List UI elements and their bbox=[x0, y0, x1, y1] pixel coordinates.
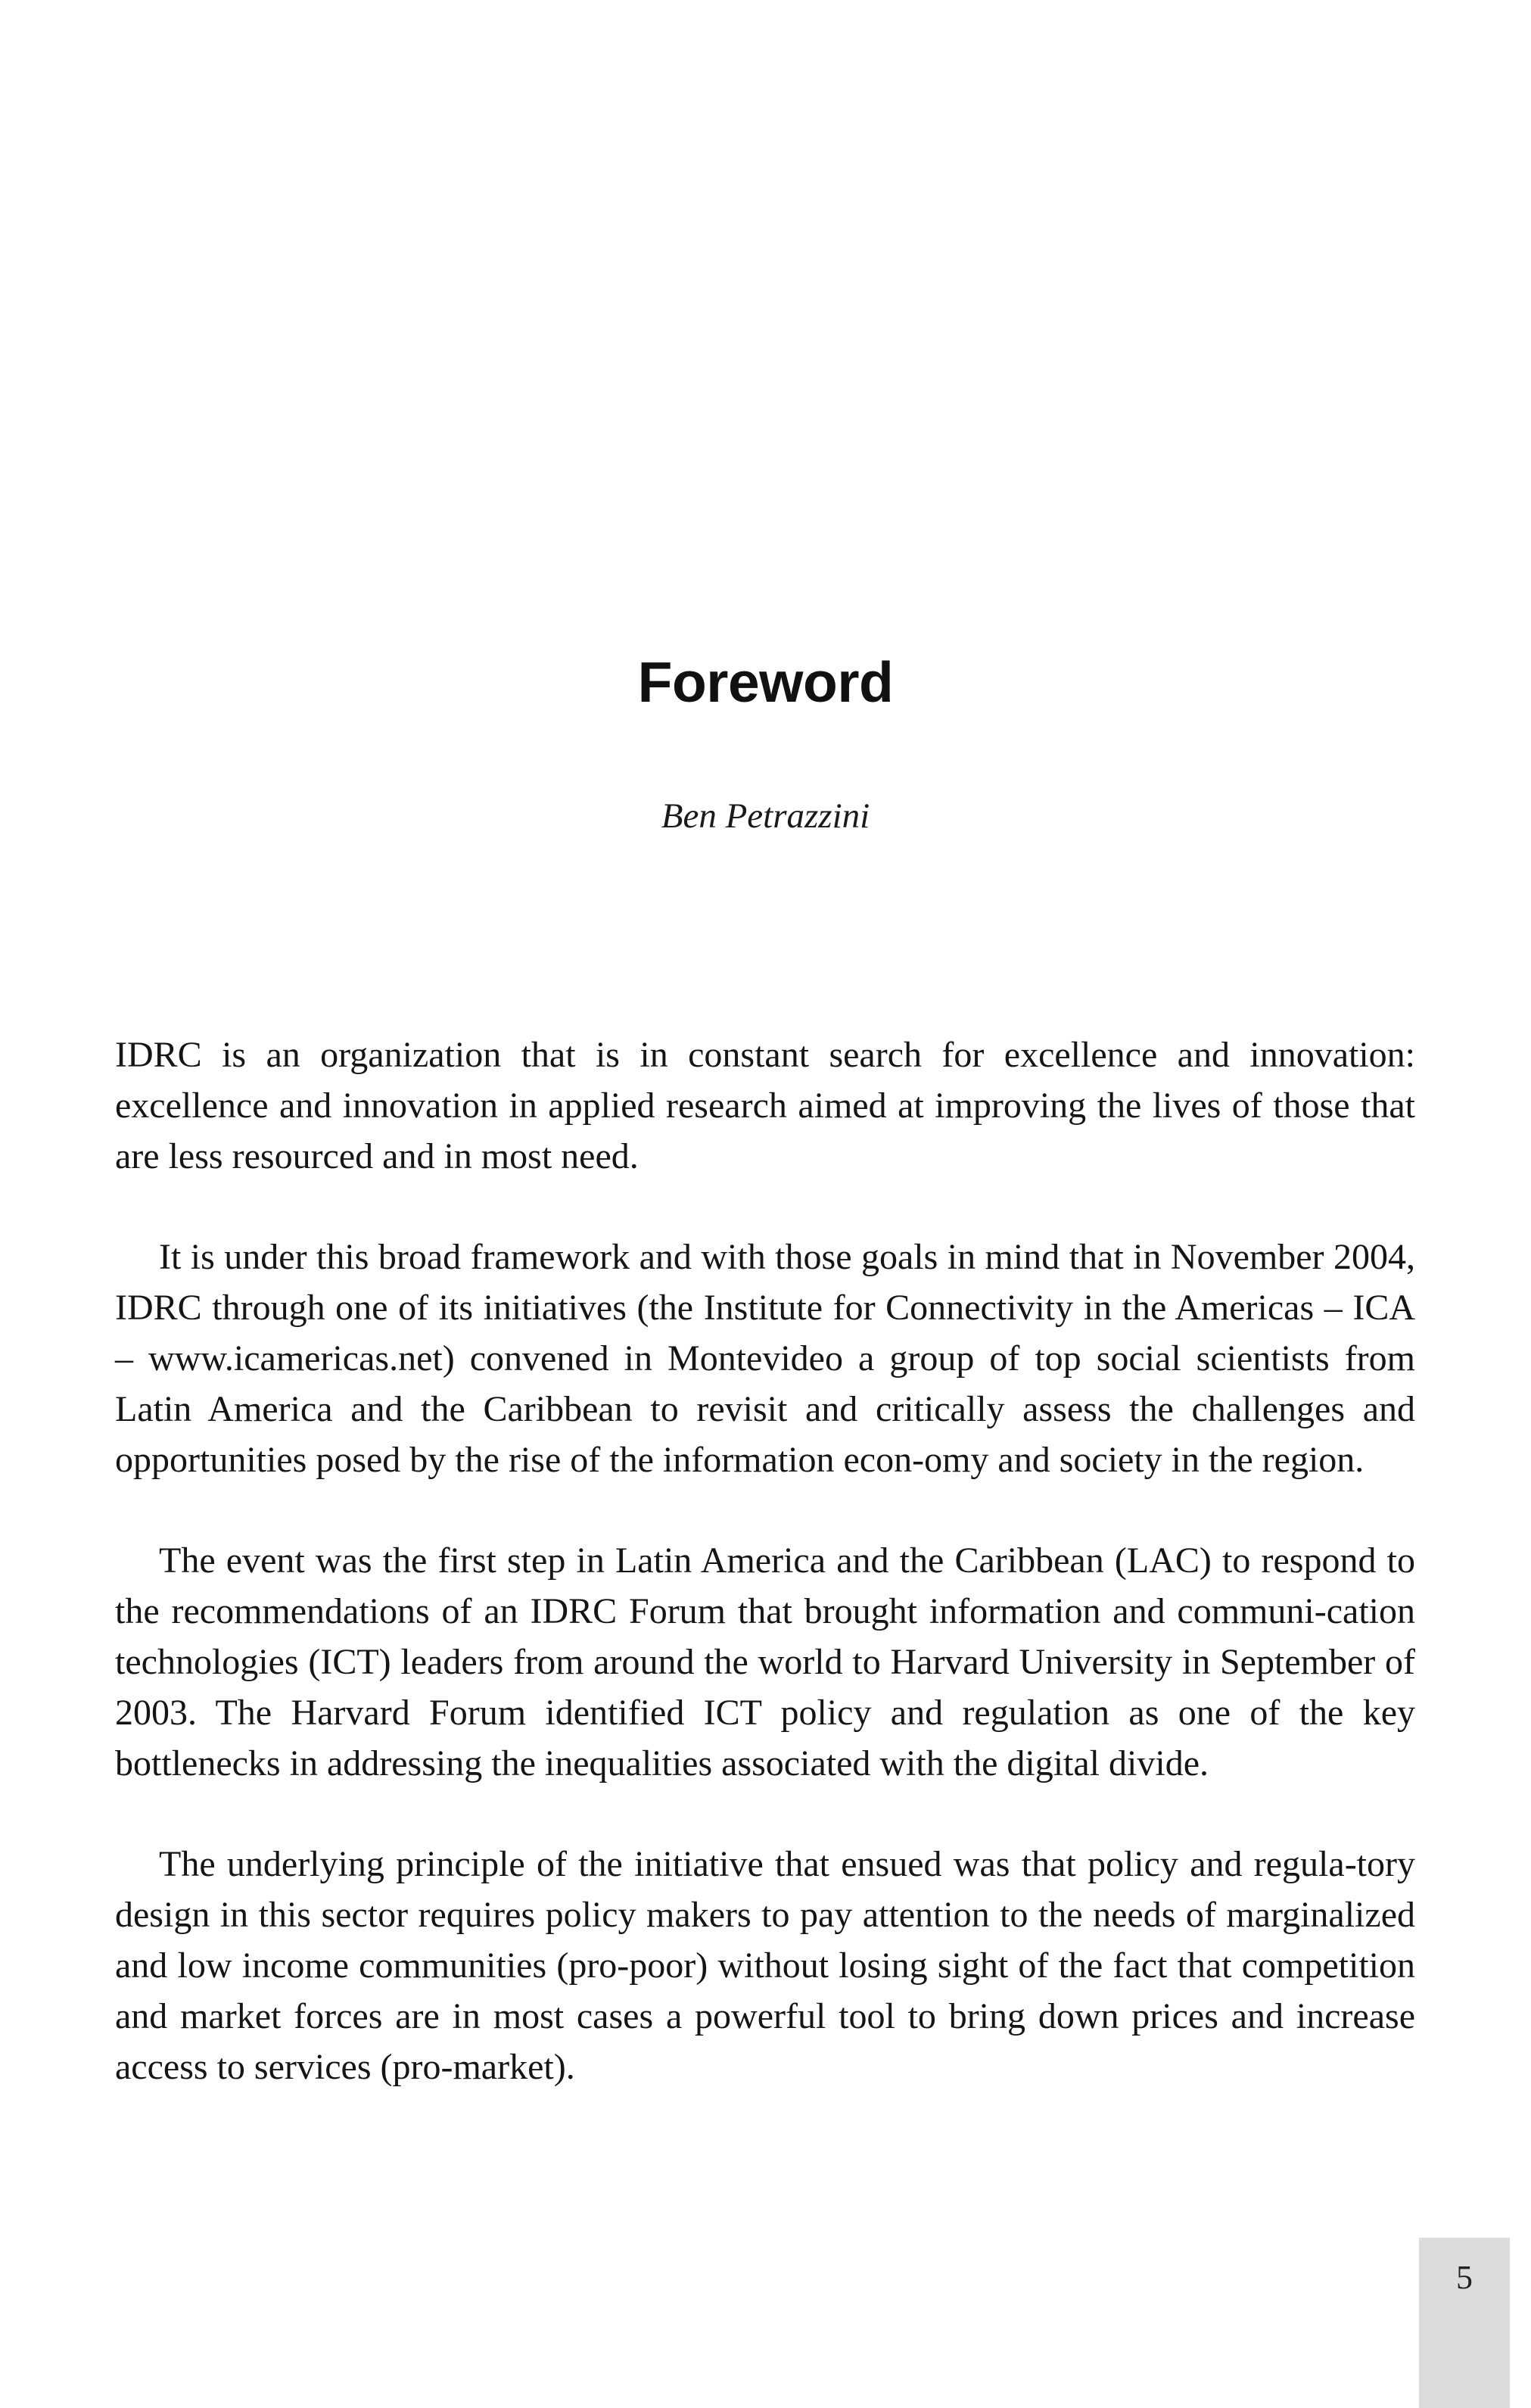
paragraph-4: The underlying principle of the initiative that ensued was that policy and regula-tory design in this sector requires policy makers to pay attention to the needs of marginalized and low income communities (pro-poor) without losing sight of the fact that competition and market forces are in most cases a powerful tool to bring down prices and increase access to services (pro-market). bbox=[115, 1844, 1415, 2087]
author-name: Ben Petrazzini bbox=[661, 796, 870, 836]
paragraph-1: IDRC is an organization that is in constant search for excellence and innovation: excellence and innovation in applied research aimed at improving the lives of those that are less resourced and in most need. bbox=[115, 1035, 1415, 1176]
page-number: 5 bbox=[1456, 2259, 1473, 2296]
body-text bbox=[115, 1030, 1415, 2142]
paragraph-2: It is under this broad framework and with those goals in mind that in November 2004, IDRC through one of its initiatives (the Institute for Connectivity in the Americas – ICA – www.icamericas.net) convened in Montevideo a group of top social scientists from Latin America and the Caribbean to revisit and critically assess the challenges and opportunities posed by the rise of the information econ-omy and society in the region. bbox=[115, 1237, 1415, 1480]
paragraph-3: The event was the first step in Latin America and the Caribbean (LAC) to respond to the recommendations of an IDRC Forum that brought information and communi-cation technologies (ICT) leaders from around the world to Harvard University in September of 2003. The Harvard Forum identified ICT policy and regulation as one of the key bottlenecks in addressing the inequalities associated with the digital divide. bbox=[115, 1540, 1415, 1783]
page-title: Foreword bbox=[637, 650, 894, 714]
